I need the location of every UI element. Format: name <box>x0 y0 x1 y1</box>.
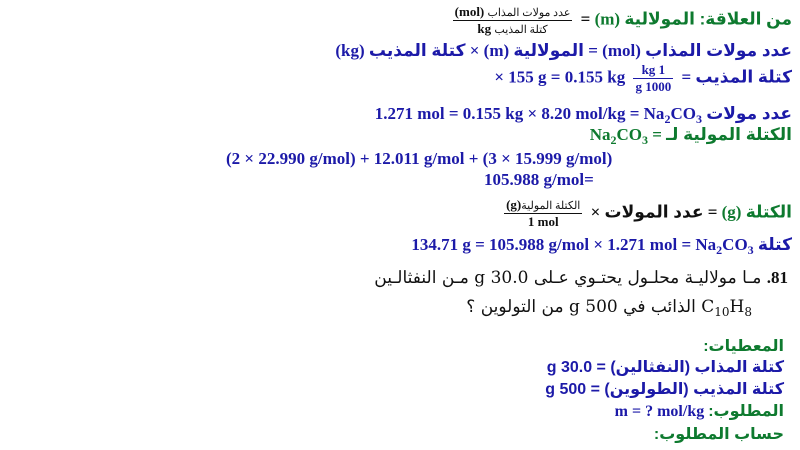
solvent-mass-label: كتلة المذيب <box>368 41 466 60</box>
fraction-denominator: 1000 g <box>635 79 672 94</box>
solute-moles-formula-line <box>335 41 792 61</box>
moles-count-label: عدد المولات <box>604 202 704 222</box>
equals-sign: = <box>707 202 718 222</box>
times-sign: × <box>590 202 601 222</box>
fraction-numerator: عدد مولات المذاب (mol) <box>454 4 571 19</box>
molar-mass-fraction <box>504 197 582 230</box>
question-text-line-2: الذائب في 500 g من التولوين ؟ <box>466 297 696 317</box>
fraction-numerator: 1 kg <box>633 62 673 79</box>
question-81-line-1 <box>374 268 788 288</box>
mass-unit: (g) <box>721 202 742 222</box>
equals-sign: = <box>681 67 692 87</box>
moles-label: عدد مولات المذاب <box>645 41 792 60</box>
molality-unit: (m) <box>483 41 510 60</box>
fraction-denominator: 1 mol <box>527 214 559 229</box>
solvent-mass-unit: (kg) <box>335 41 365 60</box>
formula-na2co3: $Na_2CO_3$ = <box>589 125 662 147</box>
moles-label: عدد مولات <box>706 104 792 123</box>
equals-sign: = <box>580 9 591 29</box>
molar-mass-label: الكتلة المولية لـ <box>666 125 792 144</box>
moles-expression: 1.271 mol = 0.155 kg × 8.20 $mol/kg = Na_2CO_3$ <box>374 104 702 126</box>
given-solvent-mass: كتلة المذيب (الطولوين) = 500 g <box>545 381 784 398</box>
given-heading: المعطيات: <box>703 338 784 355</box>
required-expression: m = ? mol/kg <box>614 403 705 420</box>
molality-relation-line <box>449 4 792 37</box>
equals-sign: = <box>588 41 598 60</box>
calculation-heading: حساب المطلوب: <box>653 426 784 443</box>
question-number: 81. <box>766 268 788 287</box>
mass-relation-line <box>500 197 792 230</box>
question-text-line-1: مـا مولاليـة محلـول يحتـوي عـلى 30.0 g مـن النفثالـين <box>374 268 762 288</box>
molar-mass-heading-line <box>590 125 792 148</box>
mass-expression: 134.71 g = 105.988 g/mol × 1.271 mol = $Na_2CO_3$ <box>411 235 754 257</box>
given-solute-mass: كتلة المذاب (النفثالين) = 30.0 g <box>546 359 784 376</box>
molar-mass-result-line: 105.988 g/mol= <box>484 170 594 189</box>
times-sign: × <box>469 41 480 60</box>
solvent-mass-label: كتلة المذيب <box>695 67 792 87</box>
fraction-numerator: الكتلة المولية(g) <box>506 197 581 212</box>
required-line <box>615 401 784 421</box>
conversion-result: × 155 g = 0.155 kg <box>494 67 626 87</box>
fraction-denominator: كتلة المذيب kg <box>477 21 548 36</box>
moles-calculation-line <box>375 104 792 127</box>
mass-label: الكتلة <box>745 202 792 222</box>
mass-label: كتلة <box>757 235 792 254</box>
molality-fraction <box>453 4 573 37</box>
conversion-fraction <box>633 62 673 95</box>
question-81-line-2 <box>466 297 752 319</box>
naphthalene-formula: $C_{10}H_8$ <box>701 297 752 319</box>
molality-symbol: (m) <box>594 9 621 29</box>
molality-label: المولالية <box>513 41 584 60</box>
molar-mass-sum-line: (2 × 22.990 g/mol) + 12.011 g/mol + (3 × 15.999 g/mol) <box>226 149 613 168</box>
moles-unit: (mol) <box>602 41 641 60</box>
required-label: المطلوب: <box>708 403 784 420</box>
mass-calculation-line <box>411 235 792 258</box>
relation-lead: من العلاقة: المولالية <box>624 9 792 29</box>
solvent-mass-conversion-line <box>494 62 792 95</box>
